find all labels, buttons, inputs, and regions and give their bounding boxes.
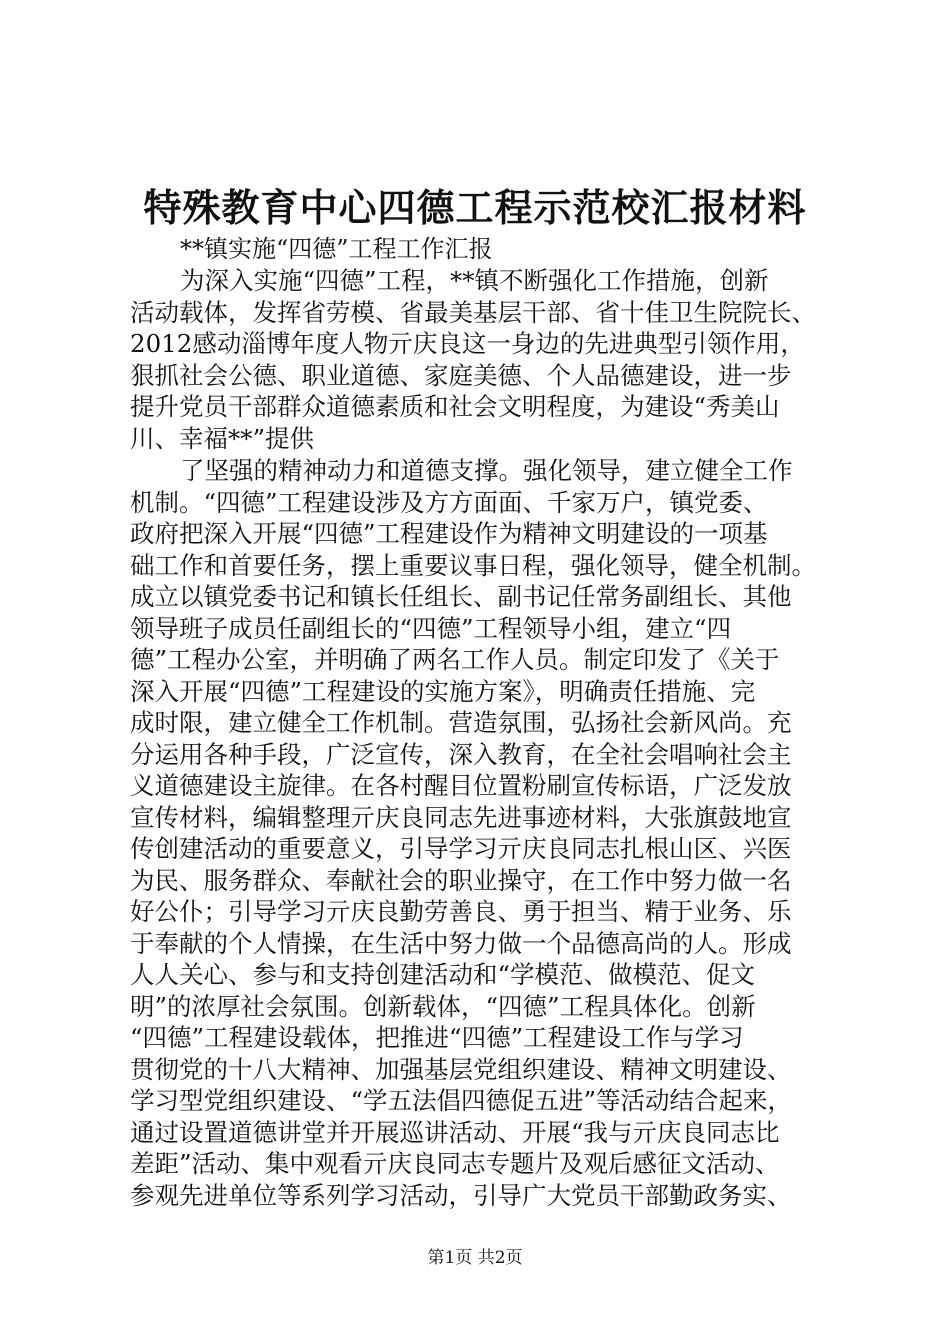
text-line: 德”工程办公室，并明确了两名工作人员。制定印发了《关于 <box>130 645 780 674</box>
text-line: 好公仆；引导学习亓庆良勤劳善良、勇于担当、精于业务、乐 <box>130 897 792 926</box>
text-line: 成时限，建立健全工作机制。营造氛围，弘扬社会新风尚。充 <box>130 708 792 737</box>
text-line: “四德”工程建设载体，把推进“四德”工程建设工作与学习 <box>130 1023 744 1052</box>
document-title: 特殊教育中心四德工程示范校汇报材料 <box>143 185 807 230</box>
text-line: 人人关心、参与和支持创建活动和“学模范、做模范、促文 <box>130 960 756 989</box>
text-line: 通过设置道德讲堂并开展巡讲活动、开展“我与亓庆良同志比 <box>130 1117 780 1147</box>
text-line: 为民、服务群众、奉献社会的职业操守，在工作中努力做一名 <box>130 865 792 895</box>
paragraph-1 <box>130 265 830 454</box>
text-line: 学习型党组织建设、“学五法倡四德促五进”等活动结合起来， <box>130 1086 793 1115</box>
text-line: 贯彻党的十八大精神、加强基层党组织建设、精神文明建设、 <box>130 1054 792 1084</box>
text-line: 成立以镇党委书记和镇长任组长、副书记任常务副组长、其他 <box>130 582 792 611</box>
text-line: 于奉献的个人情操，在生活中努力做一个品德高尚的人。形成 <box>130 928 792 958</box>
text-line: 为深入实施“四德”工程，**镇不断强化工作措施，创新 <box>180 266 769 295</box>
text-line: 政府把深入开展“四德”工程建设作为精神文明建设的一项基 <box>130 519 768 548</box>
text-line: 机制。“四德”工程建设涉及方方面面、千家万户，镇党委、 <box>130 487 768 517</box>
text-line: 义道德建设主旋律。在各村醒目位置粉刷宣传标语，广泛发放 <box>130 771 792 800</box>
text-line: 2012感动淄博年度人物亓庆良这一身边的先进典型引领作用， <box>130 329 805 358</box>
document-subtitle: **镇实施“四德”工程工作汇报 <box>180 235 493 263</box>
text-line: 传创建活动的重要意义，引导学习亓庆良同志扎根山区、兴医 <box>130 834 792 863</box>
text-line: 差距”活动、集中观看亓庆良同志专题片及观后感征文活动、 <box>130 1149 780 1178</box>
text-line: 参观先进单位等系列学习活动，引导广大党员干部勤政务实、 <box>130 1180 792 1210</box>
text-line: 川、幸福**”提供 <box>130 423 315 453</box>
text-line: 础工作和首要任务，摆上重要议事日程，强化领导，健全机制。 <box>130 550 816 580</box>
text-line: 分运用各种手段，广泛宣传，深入教育，在全社会唱响社会主 <box>130 739 792 769</box>
text-line: 狠抓社会公德、职业道德、家庭美德、个人品德建设，进一步 <box>130 360 792 390</box>
page-footer: 第1页 共2页 <box>427 1248 523 1268</box>
text-line: 提升党员干部群众道德素质和社会文明程度，为建设“秀美山 <box>130 392 780 421</box>
paragraph-2 <box>130 455 830 1211</box>
text-line: 了坚强的精神动力和道德支撑。强化领导，建立健全工作 <box>180 456 793 485</box>
text-line: 领导班子成员任副组长的“四德”工程领导小组，建立“四 <box>130 613 732 643</box>
text-line: 宣传材料，编辑整理亓庆良同志先进事迹材料，大张旗鼓地宣 <box>130 802 792 832</box>
text-line: 明”的浓厚社会氛围。创新载体，“四德”工程具体化。创新 <box>130 991 756 1021</box>
text-line: 深入开展“四德”工程建设的实施方案》，明确责任措施、完 <box>130 676 756 706</box>
text-line: 活动载体，发挥省劳模、省最美基层干部、省十佳卫生院院长、 <box>130 297 816 327</box>
